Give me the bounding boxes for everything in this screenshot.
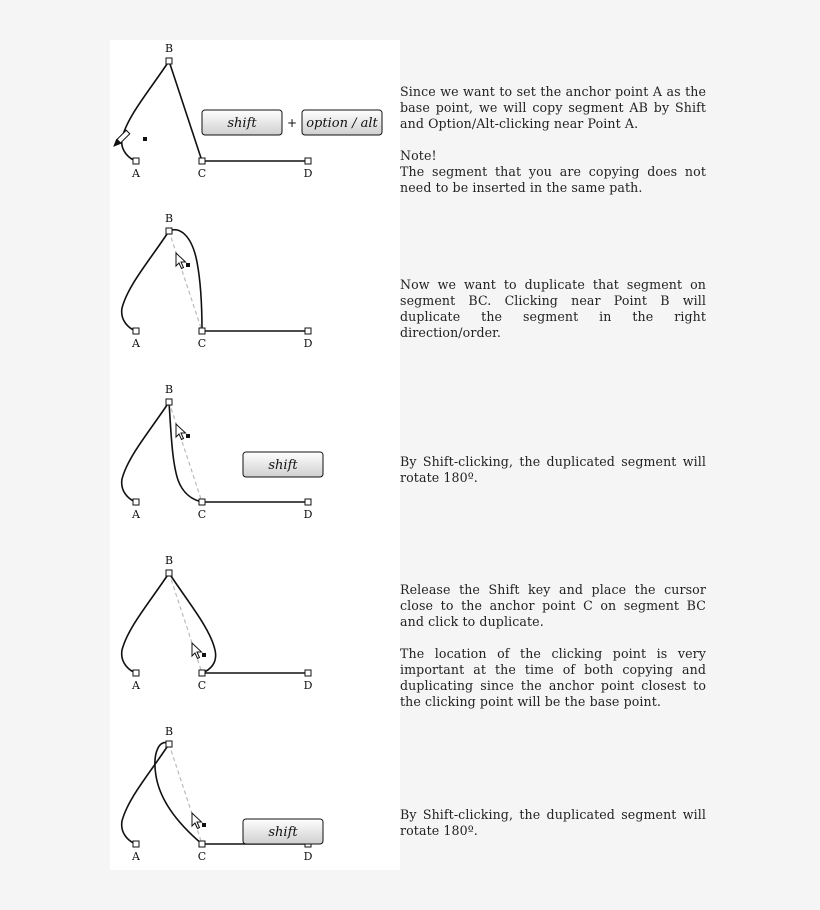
- step-4-diagram: [122, 554, 313, 692]
- anchor-b: [166, 741, 172, 747]
- label-c: C: [197, 337, 207, 350]
- option-alt-key-label: option / alt: [306, 116, 378, 131]
- anchor-a: [133, 328, 139, 334]
- segment-ab: [122, 231, 169, 331]
- anchor-d: [305, 328, 311, 334]
- anchor-d: [305, 499, 311, 505]
- segment-ab: [122, 61, 169, 161]
- pen-tool-icon: [111, 130, 131, 150]
- arrow-cursor-icon: [192, 643, 206, 659]
- step-2-diagram: [122, 212, 313, 350]
- anchor-b: [166, 58, 172, 64]
- label-c: C: [197, 850, 207, 863]
- shift-key-label: shift: [268, 458, 298, 473]
- step-3-diagram: [122, 383, 323, 521]
- step-1-diagram: [111, 42, 382, 180]
- label-d: D: [303, 850, 313, 863]
- rotated-segment: [155, 743, 202, 844]
- anchor-b: [166, 570, 172, 576]
- label-a: A: [132, 850, 140, 863]
- anchor-c: [199, 670, 205, 676]
- step-4-explanation: The location of the clicking point is very important at the time of both copying and duplicating since the anchor point closest to the clicking point will be the base point.: [400, 646, 706, 709]
- step-2-instruction: Now we want to duplicate that segment on segment BC. Clicking near Point B will duplicate the segment in the right direction/order.: [400, 277, 706, 340]
- pen-tool-marker: [143, 137, 147, 141]
- anchor-a: [133, 670, 139, 676]
- label-b: B: [164, 725, 174, 738]
- arrow-cursor-icon: [192, 813, 206, 829]
- anchor-c: [199, 841, 205, 847]
- arrow-cursor-icon: [176, 424, 190, 440]
- anchor-d: [305, 158, 311, 164]
- label-b: B: [164, 42, 174, 55]
- step-1-note-text: The segment that you are copying does not need to be inserted in the same path.: [400, 164, 706, 195]
- step-1-note-heading: Note!: [400, 148, 437, 163]
- shift-key: [202, 110, 282, 135]
- anchor-b: [166, 399, 172, 405]
- segment-ab: [122, 402, 169, 502]
- label-b: B: [164, 554, 174, 567]
- original-segment-guide: [169, 231, 202, 331]
- step-5-instruction: By Shift-clicking, the duplicated segment will rotate 180º.: [400, 807, 706, 838]
- label-d: D: [303, 508, 313, 521]
- option-alt-key: [302, 110, 382, 135]
- arrow-cursor-icon: [176, 253, 190, 269]
- label-a: A: [132, 167, 140, 180]
- anchor-a: [133, 158, 139, 164]
- step-1-instruction: Since we want to set the anchor point A as the base point, we will copy segment AB by Shift and Option/Alt-clicking near Point A.: [400, 84, 706, 131]
- anchor-c: [199, 158, 205, 164]
- step-3-instruction: By Shift-clicking, the duplicated segment will rotate 180º.: [400, 454, 706, 485]
- label-a: A: [132, 337, 140, 350]
- anchor-c: [199, 499, 205, 505]
- label-a: A: [132, 508, 140, 521]
- step-5-diagram: [122, 725, 323, 863]
- segment-bc: [169, 61, 202, 161]
- label-d: D: [303, 337, 313, 350]
- label-c: C: [197, 508, 207, 521]
- label-d: D: [303, 679, 313, 692]
- segment-ab: [122, 573, 169, 673]
- anchor-b: [166, 228, 172, 234]
- step-4-instruction: Release the Shift key and place the cursor close to the anchor point C on segment BC and click to duplicate.: [400, 582, 706, 629]
- shift-key: [243, 452, 323, 477]
- label-b: B: [164, 212, 174, 225]
- shift-key-label: shift: [268, 825, 298, 840]
- anchor-c: [199, 328, 205, 334]
- anchor-d: [305, 670, 311, 676]
- label-a: A: [132, 679, 140, 692]
- duplicated-segment: [169, 573, 216, 673]
- plus-sign: +: [286, 116, 298, 130]
- label-c: C: [197, 679, 207, 692]
- label-b: B: [164, 383, 174, 396]
- anchor-a: [133, 499, 139, 505]
- shift-key: [243, 819, 323, 844]
- label-c: C: [197, 167, 207, 180]
- original-segment-guide: [169, 402, 202, 502]
- anchor-a: [133, 841, 139, 847]
- shift-key-label: shift: [227, 116, 257, 131]
- label-d: D: [303, 167, 313, 180]
